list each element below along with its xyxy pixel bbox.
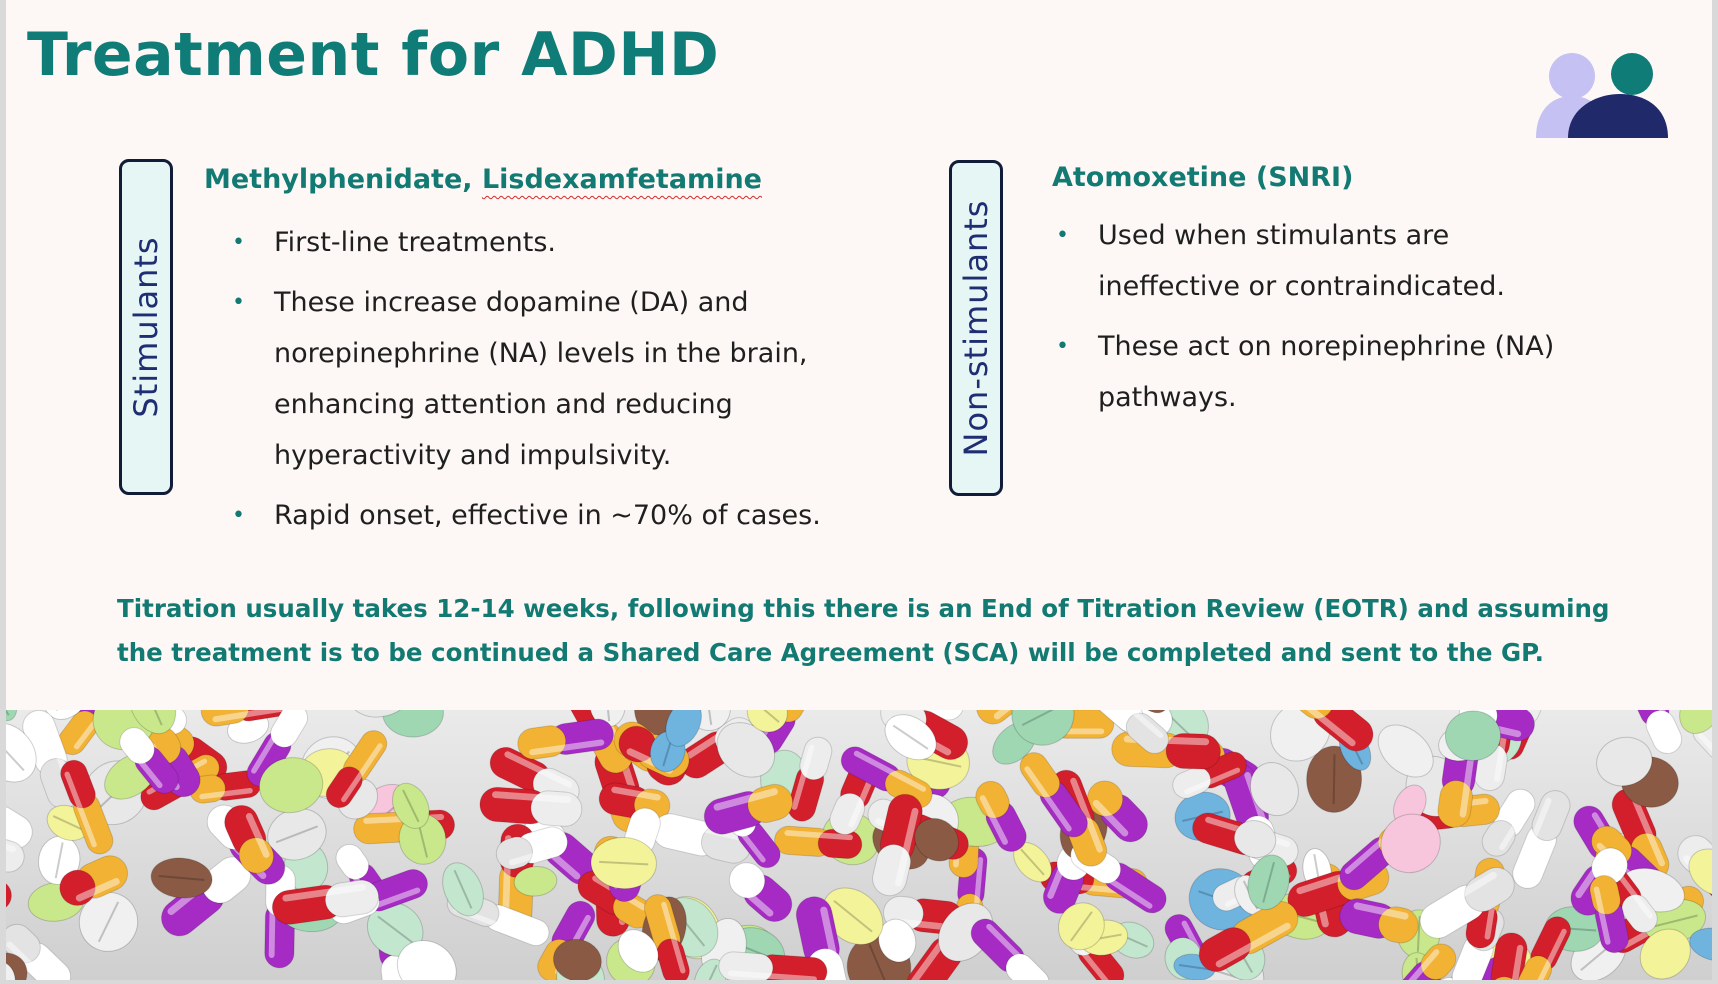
stimulants-bullet-list <box>232 217 872 550</box>
stimulants-category-box <box>119 159 173 495</box>
non-stimulants-bullet: • These act on norepinephrine (NA) pathways. <box>1056 321 1556 423</box>
non-stimulants-label: Non-stimulants <box>957 199 995 457</box>
stimulants-label: Stimulants <box>127 236 165 418</box>
stimulants-heading-drug-spellcheck: Lisdexamfetamine <box>481 164 762 195</box>
stimulants-heading-drugs: Methylphenidate, <box>204 164 482 195</box>
slide <box>6 0 1712 980</box>
stimulants-bullet: • These increase dopamine (DA) and norepinephrine (NA) levels in the brain, enhancing attention and reducing hyperactivity and impulsivity. <box>232 277 872 481</box>
non-stimulants-bullet-list <box>1056 210 1556 432</box>
stimulants-heading <box>204 164 762 195</box>
stimulants-bullet: • Rapid onset, effective in ~70% of cases. <box>232 490 872 541</box>
non-stimulants-category-box <box>949 160 1003 496</box>
pill <box>479 786 583 827</box>
titration-note: Titration usually takes 12-14 weeks, following this there is an End of Titration Review (EOTR) and assuming the treatment is to be continued a Shared Care Agreement (SCA) will be completed and sent to the GP. <box>117 594 1610 667</box>
non-stimulants-bullet: • Used when stimulants are ineffective or contraindicated. <box>1056 210 1556 312</box>
non-stimulants-heading: Atomoxetine (SNRI) <box>1052 162 1354 193</box>
slide-title: Treatment for ADHD <box>27 20 720 90</box>
pills-image <box>6 710 1712 980</box>
stimulants-bullet: • First-line treatments. <box>232 217 872 268</box>
people-group-icon <box>1536 52 1668 138</box>
